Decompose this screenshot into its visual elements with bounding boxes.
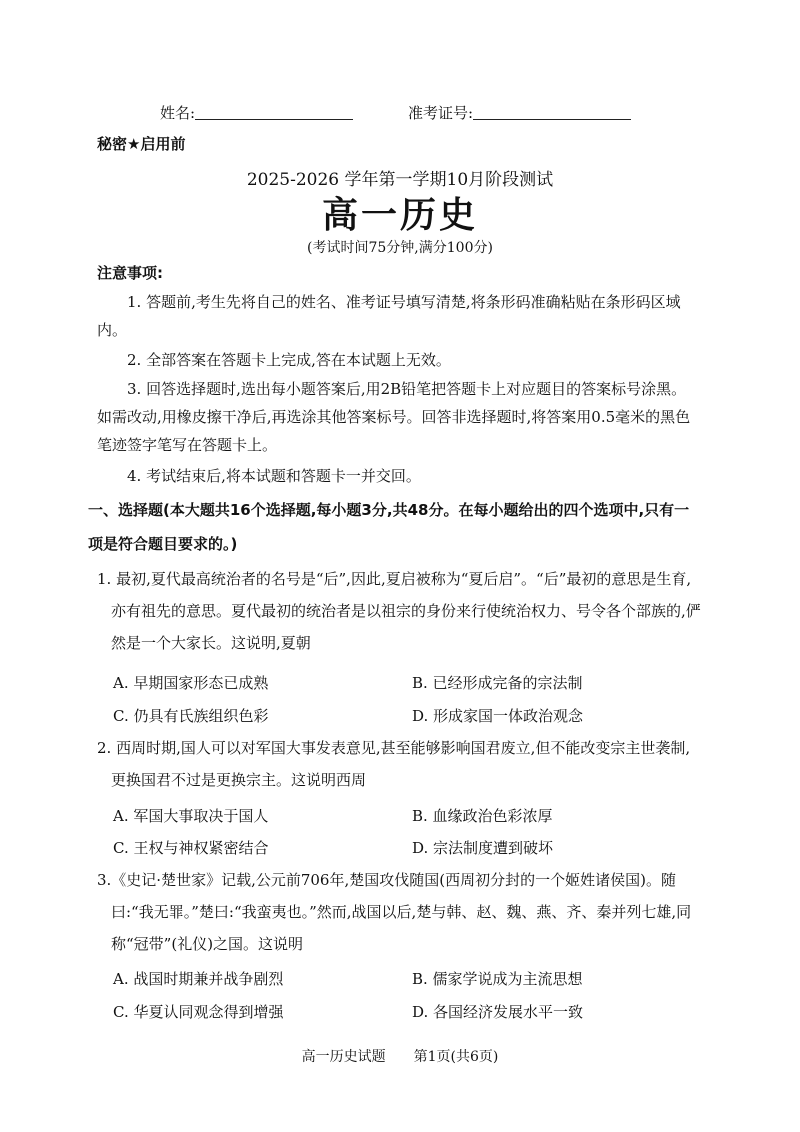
question-2-option-a: A. 军国大事取决于国人 [113,807,269,825]
exam-id-blank-line [473,105,631,120]
question-1-option-c: C. 仍具有氏族组织色彩 [113,707,269,725]
subject-title: 高一历史 [321,194,478,236]
exam-title: 2025-2026 学年第一学期10月阶段测试 [246,170,554,190]
question-3-option-b: B. 儒家学说成为主流思想 [412,970,583,988]
question-1-option-b: B. 已经形成完备的宗法制 [412,674,583,692]
notice-heading: 注意事项: [97,264,163,282]
question-2-option-c: C. 王权与神权紧密结合 [113,839,269,857]
name-blank-line [195,105,353,120]
question-1-stem: 1. 最初,夏代最高统治者的名号是“后”,因此,夏启被称为“夏后启”。“后”最初的意思是生育,亦有祖先的意思。夏代最初的统治者是以祖宗的身份来行使统治权力、号令各个部族的,俨然是一个大家长。这说明,夏朝 [97,570,701,652]
notice-item-4: 4. 考试结束后,将本试题和答题卡一并交回。 [127,467,421,485]
section-1-title: 一、选择题(本大题共16个选择题,每小题3分,共48分。在每小题给出的四个选项中,只有一项是符合题目要求的。) [88,501,690,553]
notice-item-3: 3. 回答选择题时,选出每小题答案后,用2B铅笔把答题卡上对应题目的答案标号涂黑。如需改动,用橡皮擦干净后,再选涂其他答案标号。回答非选择题时,将答案用0.5毫米的黑色笔迹签字笔写在答题卡上。 [97,380,691,454]
notice-item-1: 1. 答题前,考生先将自己的姓名、准考证号填写清楚,将条形码准确粘贴在条形码区域内。 [97,293,681,339]
question-1-option-a: A. 早期国家形态已成熟 [113,674,269,692]
name-label: 姓名: [160,104,196,122]
name-field [160,102,353,123]
question-3-option-a: A. 战国时期兼并战争剧烈 [113,970,284,988]
question-2-option-d: D. 宗法制度遭到破坏 [412,839,554,857]
question-1-option-d: D. 形成家国一体政治观念 [412,707,584,725]
notice-item-2: 2. 全部答案在答题卡上完成,答在本试题上无效。 [127,351,451,369]
question-3-stem: 3.《史记·楚世家》记载,公元前706年,楚国攻伐随国(西周初分封的一个姬姓诸侯国)。随曰:“我无罪。”楚曰:“我蛮夷也。”然而,战国以后,楚与韩、赵、魏、燕、齐、秦并列七雄,同称“冠带”(礼仪)之国。这说明 [97,871,692,953]
question-2-option-b: B. 血缘政治色彩浓厚 [412,807,553,825]
page-footer: 高一历史试题 第1页(共6页) [301,1049,499,1065]
exam-id-label: 准考证号: [408,104,474,122]
exam-info: (考试时间75分钟,满分100分) [307,240,493,256]
question-2-stem: 2. 西周时期,国人可以对军国大事发表意见,甚至能够影响国君废立,但不能改变宗主世袭制,更换国君不过是更换宗主。这说明西周 [97,739,691,789]
question-3-option-c: C. 华夏认同观念得到增强 [113,1003,284,1021]
exam-id-field [408,102,631,123]
confidential-mark: 秘密★启用前 [97,135,186,153]
question-3-option-d: D. 各国经济发展水平一致 [412,1003,584,1021]
